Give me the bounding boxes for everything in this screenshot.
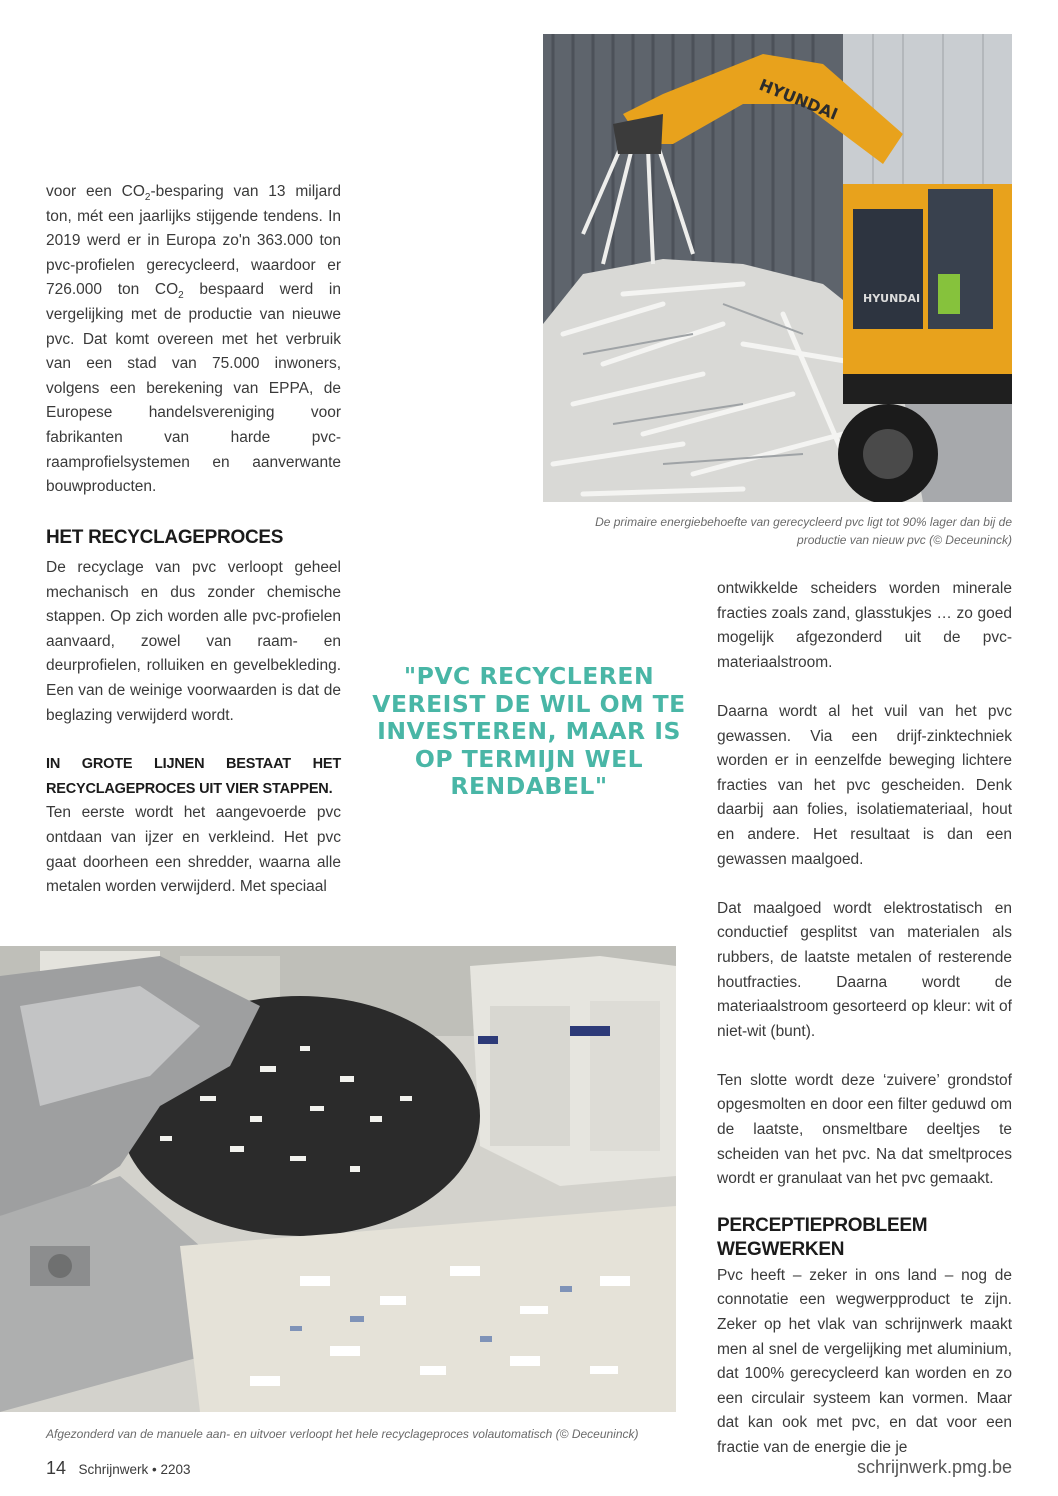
heading-recyclageproces: HET RECYCLAGEPROCES	[46, 527, 284, 548]
page-number: 14	[46, 1458, 67, 1478]
right-column	[717, 577, 1012, 1461]
shredder-photo	[0, 946, 676, 1412]
left-column-recycling	[46, 526, 341, 900]
right-paragraph-5: Pvc heeft – zeker in ons land – nog de connotatie een wegwerpproduct te zijn. Zeker op het vlak van schrijnwerk maakt men al snel de vergelijking met aluminium, dat 100% gerecycleerd kan worden en zo een circulair systeem kan vormen. Maar dat kan ook met pvc, en dat voor een fractie van de energie die je	[717, 1266, 1012, 1456]
pull-quote: "PVC RECYCLEREN VEREIST DE WIL OM TE INVESTEREN, MAAR IS OP TERMIJN WEL RENDABEL"	[372, 662, 686, 800]
right-paragraph-2: Daarna wordt al het vuil van het pvc gewassen. Via een drijf-zinktechniek worden er in eenzelfde beweging lichtere fracties van het pvc gescheiden. Denk daarbij aan folies, isolatiemateriaal, hout en andere. Het resultaat is dan een gewassen maalgoed.	[717, 702, 1012, 868]
recycling-paragraph: De recyclage van pvc verloopt geheel mechanisch en dus zonder chemische stappen. Op zich worden alle pvc-profielen aanvaard, zowel van raam- en deurprofielen, rolluiken en gevelbekleding. Een van de weinige voorwaarden is dat de beglazing verwijderd wordt.	[46, 559, 341, 724]
website-link[interactable]: schrijnwerk.pmg.be	[856, 1457, 1012, 1477]
left-column	[46, 180, 341, 500]
right-paragraph-3: Dat maalgoed wordt elektrostatisch en conductief gesplitst van materialen als rubbers, de laatste metalen of resterende houtfracties. Daarna wordt de materiaalstroom gesorteerd op kleur: wit of niet-wit (bunt).	[717, 899, 1012, 1040]
cab-brand-text: HYUNDAI	[863, 292, 921, 305]
bottom-photo-caption: Afgezonderd van de manuele aan- en uitvoer verloopt het hele recyclageproces volautomatisch (© Deceuninck)	[46, 1427, 639, 1441]
right-paragraph-1: ontwikkelde scheiders worden minerale fracties zoals zand, glasstukjes … zo goed mogelijk afgezonderd uit de pvc-materiaalstroom.	[717, 580, 1012, 671]
heading-perceptieprobleem: PERCEPTIEPROBLEEM WEGWERKEN	[717, 1214, 928, 1260]
right-paragraph-4: Ten slotte wordt deze ‘zuivere’ grondstof opgesmolten en door een filter geduwd om de laatste, onsmeltbare deeltjes te scheiden van het pvc. Na dat smeltproces wordt er granulaat van het pvc gemaakt.	[717, 1071, 1012, 1188]
footer-left	[46, 1458, 191, 1479]
arm-brand-text: HYUNDAI	[756, 75, 841, 124]
top-photo-caption: De primaire energiebehoefte van gerecycleerd pvc ligt tot 90% lager dan bij de productie van nieuw pvc (© Deceuninck)	[595, 515, 1012, 547]
subheading-four-steps: IN GROTE LIJNEN BESTAAT HET RECYCLAGEPROCES UIT VIER STAPPEN.	[46, 756, 341, 797]
steps-paragraph: Ten eerste wordt het aangevoerde pvc ontdaan van ijzer en verkleind. Het pvc gaat doorheen een shredder, waarna alle metalen worden verwijderd. Met speciaal	[46, 804, 341, 896]
excavator-photo	[543, 34, 1012, 502]
intro-paragraph: voor een $CO_2$-besparing van 13 miljard ton, mét een jaarlijks stijgende tendens. In 2019 werd er in Europa zo'n 363.000 ton pvc-profielen gerecycleerd, waardoor er 726.000 ton $CO_2$ bespaard werd in vergelijking met de productie van nieuwe pvc. Dat komt overeen met het verbruik van een stad van 75.000 inwoners, volgens een berekening van EPPA, de Europese handelsvereniging voor fabrikanten van harde pvc-raamprofielsystemen en aanverwante bouwproducten.	[46, 183, 341, 496]
magazine-issue: Schrijnwerk • 2203	[78, 1462, 191, 1477]
